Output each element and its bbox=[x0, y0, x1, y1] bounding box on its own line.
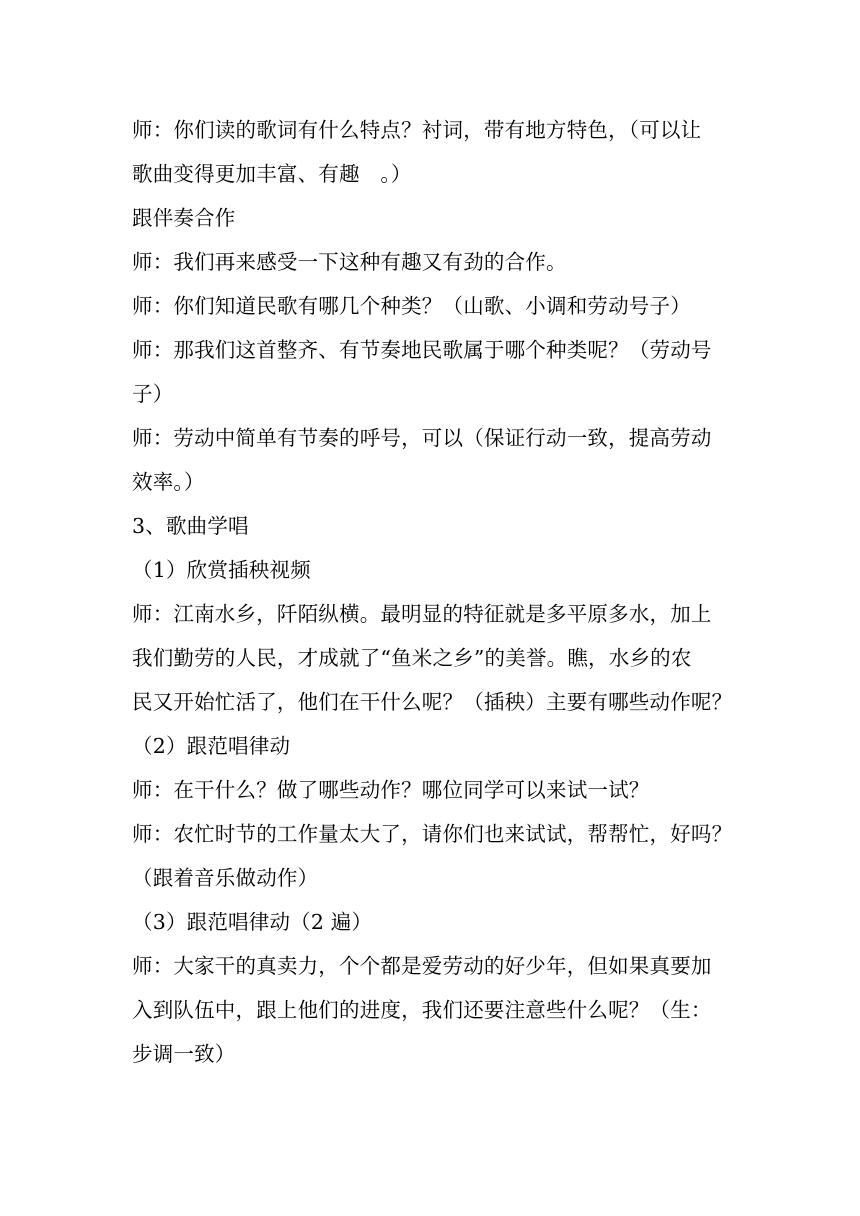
text-line: 入到队伍中，跟上他们的进度，我们还要注意些什么呢？（生： bbox=[132, 998, 712, 1022]
subsection-heading: （2）跟范唱律动 bbox=[132, 734, 291, 758]
text-line: 效率。） bbox=[132, 470, 205, 494]
text-line: （跟着音乐做动作） bbox=[132, 866, 319, 890]
text-line: 歌曲变得更加丰富、有趣 。） bbox=[132, 162, 412, 186]
text-line: 师：那我们这首整齐、有节奏地民歌属于哪个种类呢？（劳动号 bbox=[132, 338, 712, 362]
section-heading: 3、歌曲学唱 bbox=[132, 514, 249, 538]
section-heading: 跟伴奏合作 bbox=[132, 206, 236, 230]
document-body bbox=[132, 108, 732, 1076]
text-line: 师：在干什么？做了哪些动作？哪位同学可以来试一试？ bbox=[132, 778, 650, 802]
subsection-heading: （1）欣赏插秧视频 bbox=[132, 558, 311, 582]
text-line: 民又开始忙活了，他们在干什么呢？（插秧）主要有哪些动作呢？ bbox=[132, 690, 733, 714]
text-line: 师：大家干的真卖力，个个都是爱劳动的好少年，但如果真要加 bbox=[132, 954, 712, 978]
text-line: 师：我们再来感受一下这种有趣又有劲的合作。 bbox=[132, 250, 567, 274]
text-line: 我们勤劳的人民，才成就了“鱼米之乡”的美誉。瞧，水乡的农 bbox=[132, 646, 692, 670]
text-line: 师：你们知道民歌有哪几个种类？（山歌、小调和劳动号子） bbox=[132, 294, 691, 318]
text-line: 师：农忙时节的工作量太大了，请你们也来试试，帮帮忙，好吗？ bbox=[132, 822, 733, 846]
text-line: 子） bbox=[132, 382, 174, 406]
subsection-heading: （3）跟范唱律动（2 遍） bbox=[132, 910, 373, 934]
text-line: 师：劳动中简单有节奏的呼号，可以（保证行动一致，提高劳动 bbox=[132, 426, 712, 450]
text-line: 师：江南水乡，阡陌纵横。最明显的特征就是多平原多水，加上 bbox=[132, 602, 712, 626]
text-line: 师：你们读的歌词有什么特点？衬词，带有地方特色，（可以让 bbox=[132, 118, 702, 142]
text-line: 步调一致） bbox=[132, 1042, 236, 1066]
